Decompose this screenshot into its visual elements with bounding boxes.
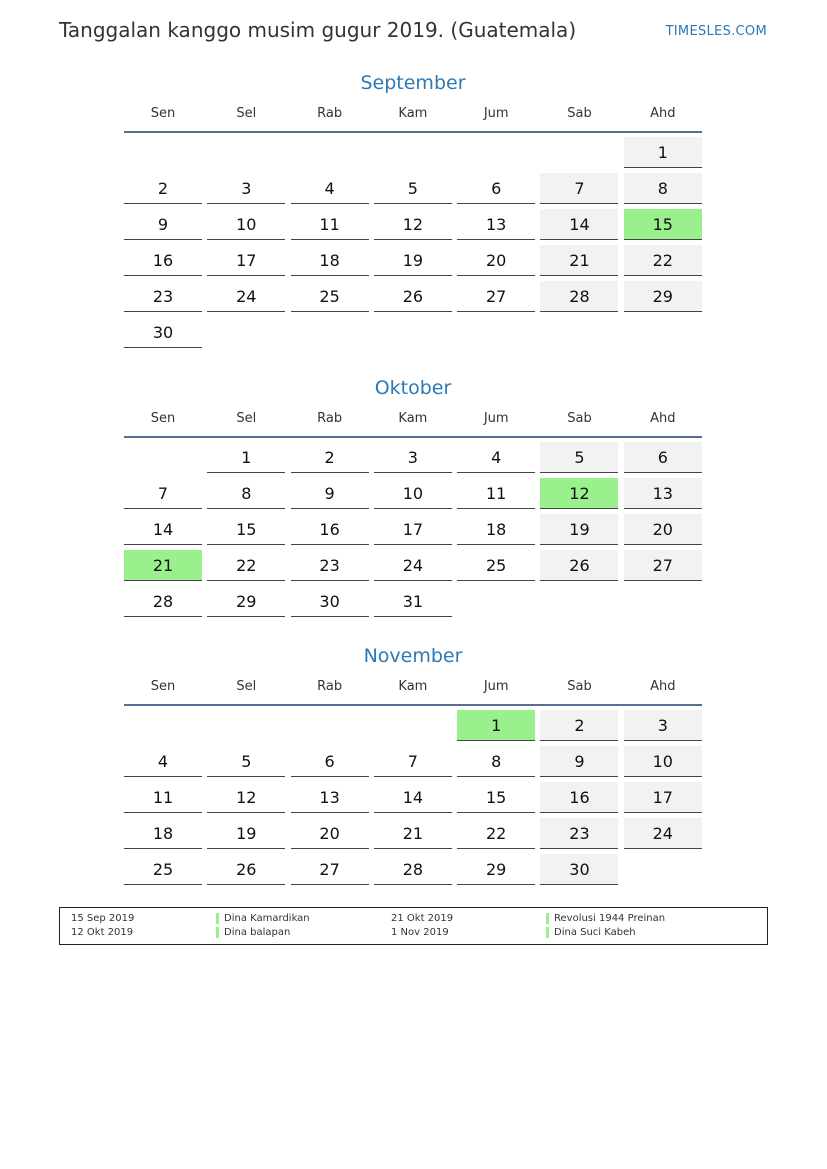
day-cell: 17	[207, 245, 285, 276]
day-cell: 12	[374, 209, 452, 240]
day-cell: 1	[457, 710, 535, 741]
week-row	[124, 169, 702, 205]
empty-cell	[540, 137, 618, 168]
weekday-label: Sen	[150, 106, 176, 121]
weekday-label: Kam	[398, 106, 428, 121]
day-cell: 1	[207, 442, 285, 473]
month-september	[124, 69, 702, 349]
weekday-header	[124, 408, 702, 438]
day-cell: 15	[207, 514, 285, 545]
empty-cell	[124, 710, 202, 741]
empty-cell	[624, 854, 702, 885]
weekday-label: Kam	[398, 411, 428, 426]
day-cell: 2	[124, 173, 202, 204]
day-cell: 7	[540, 173, 618, 204]
day-cell: 25	[457, 550, 535, 581]
day-cell: 8	[207, 478, 285, 509]
day-cell: 14	[124, 514, 202, 545]
day-cell: 2	[291, 442, 369, 473]
empty-cell	[457, 586, 535, 617]
empty-cell	[124, 137, 202, 168]
brand-link[interactable]: TIMESLES.COM	[665, 24, 767, 39]
weekday-header	[124, 103, 702, 133]
day-cell: 30	[540, 854, 618, 885]
holiday-color-marker	[546, 927, 549, 938]
day-cell: 4	[291, 173, 369, 204]
empty-cell	[457, 137, 535, 168]
week-row	[124, 742, 702, 778]
day-cell: 17	[374, 514, 452, 545]
day-cell: 4	[457, 442, 535, 473]
day-cell: 14	[374, 782, 452, 813]
day-cell: 11	[291, 209, 369, 240]
day-cell: 16	[540, 782, 618, 813]
day-cell: 19	[374, 245, 452, 276]
day-cell: 21	[374, 818, 452, 849]
day-cell: 22	[207, 550, 285, 581]
empty-cell	[291, 710, 369, 741]
day-cell: 20	[457, 245, 535, 276]
day-cell: 12	[540, 478, 618, 509]
day-cell: 28	[374, 854, 452, 885]
day-cell: 20	[624, 514, 702, 545]
day-cell: 31	[374, 586, 452, 617]
empty-cell	[291, 317, 369, 348]
day-cell: 5	[374, 173, 452, 204]
weekday-label: Sel	[236, 106, 257, 121]
legend-holiday-name: Dina Suci Kabeh	[554, 927, 636, 938]
day-cell: 20	[291, 818, 369, 849]
day-cell: 21	[540, 245, 618, 276]
weekday-label: Jum	[483, 411, 509, 426]
empty-cell	[540, 317, 618, 348]
day-cell: 8	[457, 746, 535, 777]
legend-holiday-name: Dina balapan	[224, 927, 291, 938]
week-row	[124, 277, 702, 313]
day-cell: 6	[457, 173, 535, 204]
day-cell: 17	[624, 782, 702, 813]
week-row	[124, 706, 702, 742]
day-cell: 12	[207, 782, 285, 813]
day-cell: 5	[207, 746, 285, 777]
day-cell: 9	[540, 746, 618, 777]
day-cell: 29	[207, 586, 285, 617]
day-cell: 28	[540, 281, 618, 312]
month-name: Oktober	[374, 377, 452, 399]
day-cell: 7	[374, 746, 452, 777]
day-cell: 27	[291, 854, 369, 885]
empty-cell	[624, 317, 702, 348]
holiday-color-marker	[216, 927, 219, 938]
day-cell: 1	[624, 137, 702, 168]
month-name: September	[360, 72, 466, 94]
legend-date: 1 Nov 2019	[391, 927, 449, 938]
day-cell: 24	[624, 818, 702, 849]
day-cell: 16	[124, 245, 202, 276]
empty-cell	[624, 586, 702, 617]
week-row	[124, 814, 702, 850]
day-cell: 22	[624, 245, 702, 276]
weekday-label: Rab	[317, 411, 343, 426]
day-cell: 29	[624, 281, 702, 312]
holiday-color-marker	[546, 913, 549, 924]
day-cell: 22	[457, 818, 535, 849]
day-cell: 13	[291, 782, 369, 813]
weekday-label: Kam	[398, 679, 428, 694]
holiday-color-marker	[216, 913, 219, 924]
day-cell: 4	[124, 746, 202, 777]
week-row	[124, 241, 702, 277]
week-row	[124, 510, 702, 546]
day-cell: 26	[374, 281, 452, 312]
day-cell: 30	[291, 586, 369, 617]
empty-cell	[457, 317, 535, 348]
weekday-label: Sen	[150, 411, 176, 426]
weekday-label: Rab	[317, 679, 343, 694]
weekday-label: Sen	[150, 679, 176, 694]
day-cell: 16	[291, 514, 369, 545]
day-cell: 9	[291, 478, 369, 509]
week-row	[124, 313, 702, 349]
weekday-label: Ahd	[650, 411, 676, 426]
empty-cell	[291, 137, 369, 168]
week-row	[124, 546, 702, 582]
empty-cell	[540, 586, 618, 617]
day-cell: 10	[207, 209, 285, 240]
legend-holiday-name: Dina Kamardikan	[224, 913, 310, 924]
page-title: Tanggalan kanggo musim gugur 2019. (Guatemala)	[59, 18, 577, 42]
week-row	[124, 438, 702, 474]
day-cell: 9	[124, 209, 202, 240]
weekday-label: Sab	[567, 106, 592, 121]
day-cell: 13	[624, 478, 702, 509]
day-cell: 15	[624, 209, 702, 240]
day-cell: 25	[291, 281, 369, 312]
day-cell: 15	[457, 782, 535, 813]
day-cell: 3	[207, 173, 285, 204]
legend-date: 12 Okt 2019	[71, 927, 134, 938]
day-cell: 23	[124, 281, 202, 312]
week-row	[124, 205, 702, 241]
month-name: November	[363, 645, 463, 667]
empty-cell	[207, 710, 285, 741]
day-cell: 27	[624, 550, 702, 581]
day-cell: 13	[457, 209, 535, 240]
day-cell: 24	[207, 281, 285, 312]
day-cell: 3	[624, 710, 702, 741]
weekday-label: Jum	[483, 679, 509, 694]
weekday-label: Sab	[567, 679, 592, 694]
day-cell: 30	[124, 317, 202, 348]
empty-cell	[124, 442, 202, 473]
month-november	[124, 642, 702, 886]
day-cell: 8	[624, 173, 702, 204]
empty-cell	[207, 137, 285, 168]
weekday-label: Sel	[236, 679, 257, 694]
day-cell: 14	[540, 209, 618, 240]
weekday-label: Ahd	[650, 106, 676, 121]
day-cell: 10	[374, 478, 452, 509]
day-cell: 26	[207, 854, 285, 885]
legend-holiday-name: Revolusi 1944 Preinan	[554, 913, 666, 924]
month-oktober	[124, 374, 702, 618]
day-cell: 2	[540, 710, 618, 741]
day-cell: 29	[457, 854, 535, 885]
day-cell: 27	[457, 281, 535, 312]
weekday-label: Sab	[567, 411, 592, 426]
day-cell: 10	[624, 746, 702, 777]
day-cell: 25	[124, 854, 202, 885]
week-row	[124, 474, 702, 510]
legend-date: 21 Okt 2019	[391, 913, 454, 924]
day-cell: 3	[374, 442, 452, 473]
day-cell: 26	[540, 550, 618, 581]
day-cell: 11	[124, 782, 202, 813]
day-cell: 28	[124, 586, 202, 617]
day-cell: 24	[374, 550, 452, 581]
day-cell: 18	[291, 245, 369, 276]
week-row	[124, 778, 702, 814]
holiday-legend	[59, 907, 768, 945]
day-cell: 19	[207, 818, 285, 849]
empty-cell	[374, 137, 452, 168]
week-row	[124, 850, 702, 886]
weekday-label: Rab	[317, 106, 343, 121]
weekday-header	[124, 676, 702, 706]
empty-cell	[374, 317, 452, 348]
week-row	[124, 582, 702, 618]
day-cell: 18	[457, 514, 535, 545]
weekday-label: Jum	[483, 106, 509, 121]
day-cell: 7	[124, 478, 202, 509]
empty-cell	[207, 317, 285, 348]
day-cell: 5	[540, 442, 618, 473]
day-cell: 23	[291, 550, 369, 581]
week-row	[124, 133, 702, 169]
weekday-label: Ahd	[650, 679, 676, 694]
day-cell: 6	[291, 746, 369, 777]
day-cell: 18	[124, 818, 202, 849]
day-cell: 19	[540, 514, 618, 545]
day-cell: 11	[457, 478, 535, 509]
day-cell: 23	[540, 818, 618, 849]
empty-cell	[374, 710, 452, 741]
legend-date: 15 Sep 2019	[71, 913, 135, 924]
weekday-label: Sel	[236, 411, 257, 426]
day-cell: 6	[624, 442, 702, 473]
day-cell: 21	[124, 550, 202, 581]
